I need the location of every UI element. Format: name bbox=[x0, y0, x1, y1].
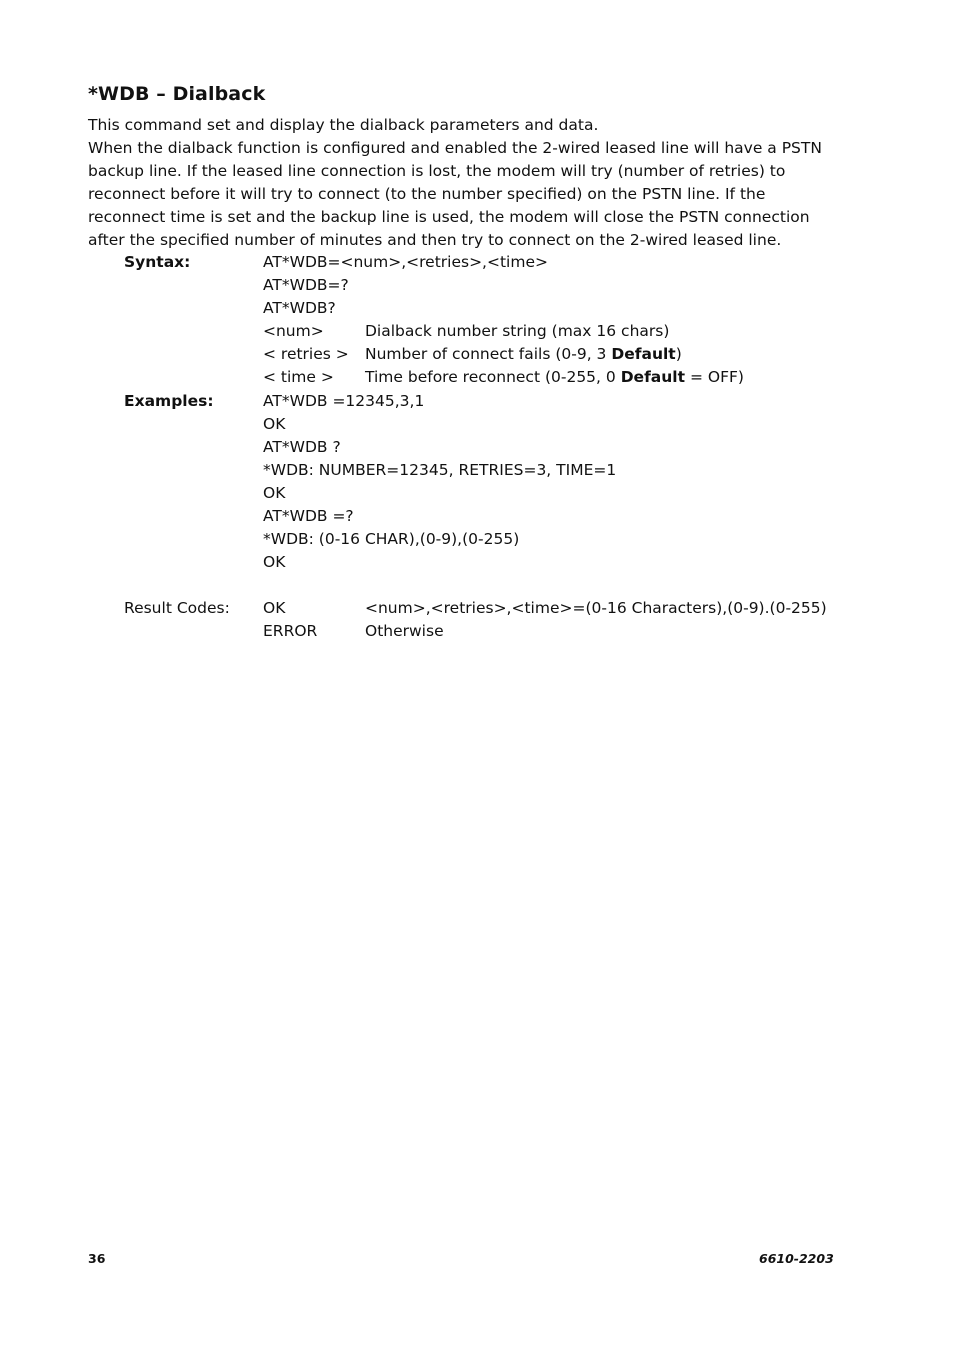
result-code-row bbox=[124, 597, 864, 620]
intro-line: This command set and display the dialback parameters and data. bbox=[88, 116, 599, 134]
result-code-description: <num>,<retries>,<time>=(0-16 Characters),(0-9).(0-255) bbox=[365, 599, 827, 617]
example-row bbox=[124, 459, 864, 482]
intro-line: When the dialback function is configured and enabled the 2-wired leased line will have a PSTN bbox=[88, 139, 822, 157]
result-codes-block bbox=[124, 597, 864, 643]
param-description: Dialback number string (max 16 chars) bbox=[365, 322, 670, 340]
syntax-label: Syntax: bbox=[124, 253, 191, 271]
result-code-description: Otherwise bbox=[365, 622, 444, 640]
syntax-command: AT*WDB? bbox=[263, 299, 336, 317]
intro-paragraph bbox=[88, 114, 848, 252]
example-line: AT*WDB =? bbox=[263, 507, 354, 525]
example-line: OK bbox=[263, 484, 286, 502]
intro-line: reconnect time is set and the backup line is used, the modem will close the PSTN connection bbox=[88, 208, 810, 226]
result-codes-label: Result Codes: bbox=[124, 599, 230, 617]
intro-line: reconnect before it will try to connect (to the number specified) on the PSTN line. If the bbox=[88, 185, 766, 203]
examples-label: Examples: bbox=[124, 392, 214, 410]
examples-block bbox=[124, 390, 864, 574]
example-line: *WDB: (0-16 CHAR),(0-9),(0-255) bbox=[263, 530, 520, 548]
syntax-command: AT*WDB=<num>,<retries>,<time> bbox=[263, 253, 548, 271]
param-row bbox=[124, 343, 864, 366]
result-code: ERROR bbox=[263, 622, 318, 640]
example-line: *WDB: NUMBER=12345, RETRIES=3, TIME=1 bbox=[263, 461, 617, 479]
param-name: <num> bbox=[263, 322, 324, 340]
syntax-command: AT*WDB=? bbox=[263, 276, 349, 294]
example-row bbox=[124, 413, 864, 436]
param-name: < time > bbox=[263, 368, 334, 386]
example-row bbox=[124, 505, 864, 528]
param-row bbox=[124, 366, 864, 389]
example-line: OK bbox=[263, 553, 286, 571]
syntax-row bbox=[124, 297, 864, 320]
result-code-row bbox=[124, 620, 864, 643]
syntax-row bbox=[124, 251, 864, 274]
syntax-block bbox=[124, 251, 864, 389]
example-line: AT*WDB ? bbox=[263, 438, 341, 456]
param-row bbox=[124, 320, 864, 343]
document-number: 6610-2203 bbox=[759, 1251, 834, 1266]
intro-line: after the specified number of minutes and then try to connect on the 2-wired leased line. bbox=[88, 231, 782, 249]
param-name: < retries > bbox=[263, 345, 349, 363]
result-code: OK bbox=[263, 599, 286, 617]
syntax-row bbox=[124, 274, 864, 297]
section-title: *WDB – Dialback bbox=[88, 83, 266, 105]
example-line: OK bbox=[263, 415, 286, 433]
example-row bbox=[124, 528, 864, 551]
example-row bbox=[124, 482, 864, 505]
example-row bbox=[124, 551, 864, 574]
example-line: AT*WDB =12345,3,1 bbox=[263, 392, 425, 410]
example-row bbox=[124, 436, 864, 459]
param-description: Number of connect fails (0-9, 3 Default) bbox=[365, 345, 682, 363]
param-description: Time before reconnect (0-255, 0 Default = OFF) bbox=[365, 368, 744, 386]
intro-line: backup line. If the leased line connection is lost, the modem will try (number of retries) to bbox=[88, 162, 786, 180]
example-row bbox=[124, 390, 864, 413]
page-number: 36 bbox=[88, 1251, 106, 1266]
